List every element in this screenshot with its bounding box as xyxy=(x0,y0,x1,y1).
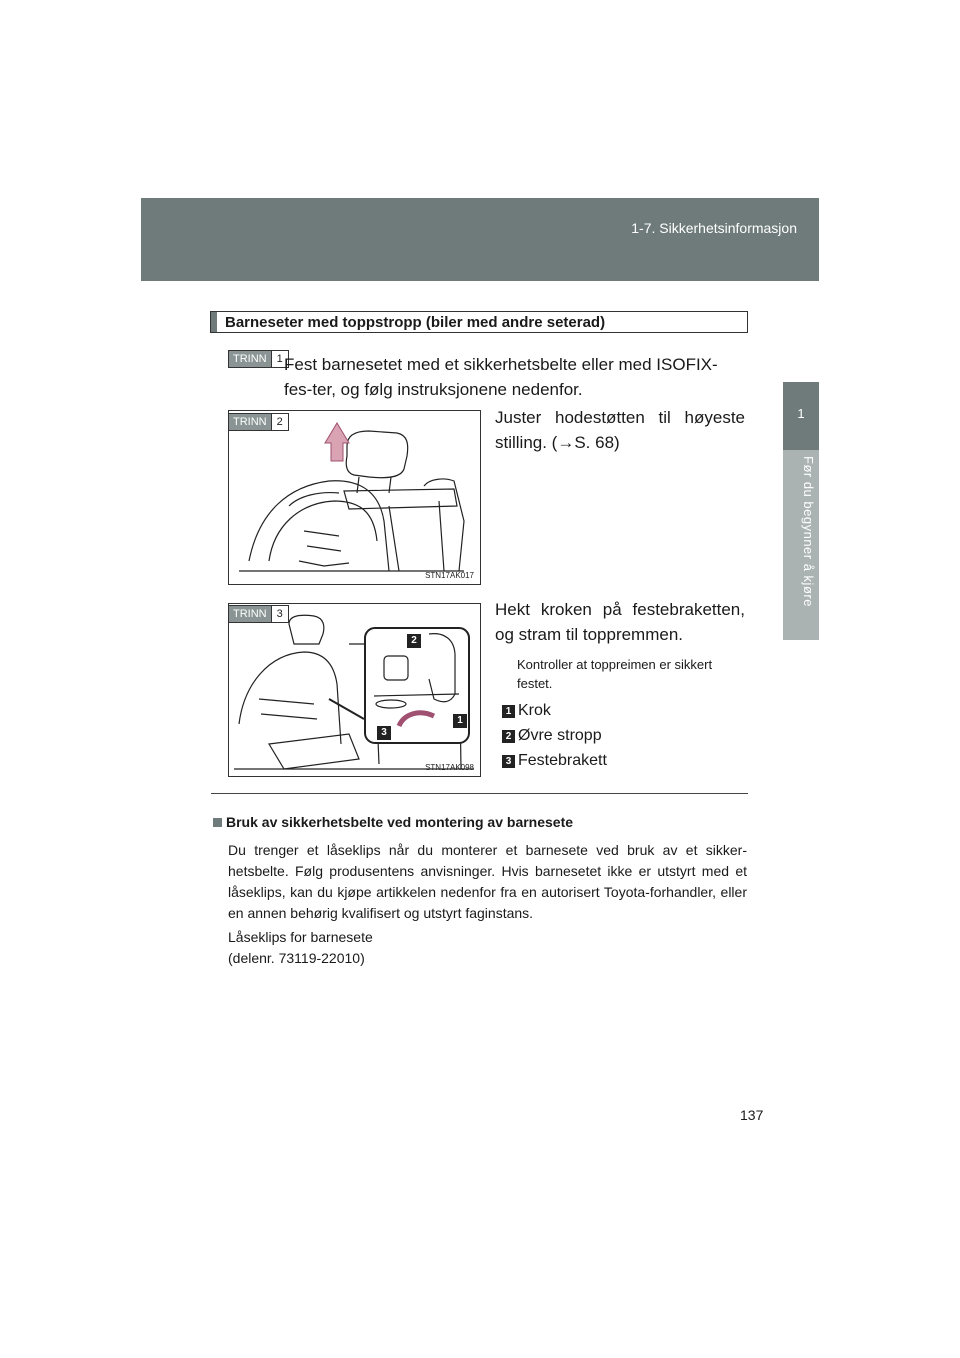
legend-2-number: 2 xyxy=(502,730,515,743)
step-3-badge xyxy=(228,605,289,623)
tether-hook-illustration xyxy=(229,604,480,776)
legend-3-number: 3 xyxy=(502,755,515,768)
note-body: Du trenger et låseklips når du monterer et barnesete ved bruk av et sikker-hetsbelte. Følg produsentens anvisninger. Hvis barnesetet ikke er utstyrt med et låseklips, kan du kjøpe artikkelen nedenfor fra en autorisert Toyota-forhandler, eller en annen behørig kvalifisert og utstyrt faginstans. xyxy=(228,842,747,921)
step-2-figure xyxy=(228,410,481,585)
section-divider xyxy=(211,793,748,794)
legend-3-text: Festebrakett xyxy=(518,752,607,769)
callout-3: 3 xyxy=(377,726,391,740)
part-name: Låseklips for barnesete xyxy=(228,929,373,945)
step-1-text: Fest barnesetet med et sikkerhetsbelte eller med ISOFIX-fes-ter, og følg instruksjonene nedenfor. xyxy=(284,355,718,399)
legend-1-number: 1 xyxy=(502,705,515,718)
step-3-text: Hekt kroken på festebraketten, og stram til toppremmen. xyxy=(495,600,745,644)
step-3-label: TRINN xyxy=(229,606,271,622)
legend-item-2 xyxy=(502,727,602,745)
chapter-number: 1 xyxy=(797,406,805,421)
headrest-illustration xyxy=(229,411,480,584)
step-2-figure-code: STN17AK017 xyxy=(425,571,474,580)
legend-2-text: Øvre stropp xyxy=(518,727,602,744)
callout-1: 1 xyxy=(453,714,467,728)
step-2-text: Juster hodestøtten til høyeste stilling. (→S. 68) xyxy=(495,408,745,452)
section-title: Barneseter med toppstropp (biler med andre seterad) xyxy=(225,314,606,331)
step-3-number: 3 xyxy=(271,606,288,622)
note-heading-text: Bruk av sikkerhetsbelte ved montering av barnesete xyxy=(226,814,574,830)
note-heading xyxy=(213,814,573,830)
section-heading-bar xyxy=(211,312,217,332)
part-number: (delenr. 73119-22010) xyxy=(228,950,365,966)
chapter-title: Før du begynner å kjøre xyxy=(801,456,816,607)
legend-item-1 xyxy=(502,702,551,720)
step-3-figure-code: STN17AK098 xyxy=(425,763,474,772)
step-2-label: TRINN xyxy=(229,414,271,430)
legend-1-text: Krok xyxy=(518,702,551,719)
step-1-label: TRINN xyxy=(229,351,271,367)
section-header: 1-7. Sikkerhetsinformasjon xyxy=(631,220,797,236)
step-2-badge xyxy=(228,413,289,431)
chapter-title-tab xyxy=(783,450,819,640)
legend-item-3 xyxy=(502,752,607,770)
page-number: 137 xyxy=(740,1107,764,1123)
section-heading xyxy=(210,311,748,333)
step-2-number: 2 xyxy=(271,414,288,430)
callout-2: 2 xyxy=(407,634,421,648)
step-3-figure xyxy=(228,603,481,777)
step-3-note: Kontroller at toppreimen er sikkert festet. xyxy=(517,657,713,691)
chapter-tab xyxy=(783,382,819,450)
header-band xyxy=(141,198,819,281)
step-1-badge xyxy=(228,350,289,368)
step-1-number: 1 xyxy=(271,351,288,367)
note-square-icon xyxy=(213,818,222,827)
